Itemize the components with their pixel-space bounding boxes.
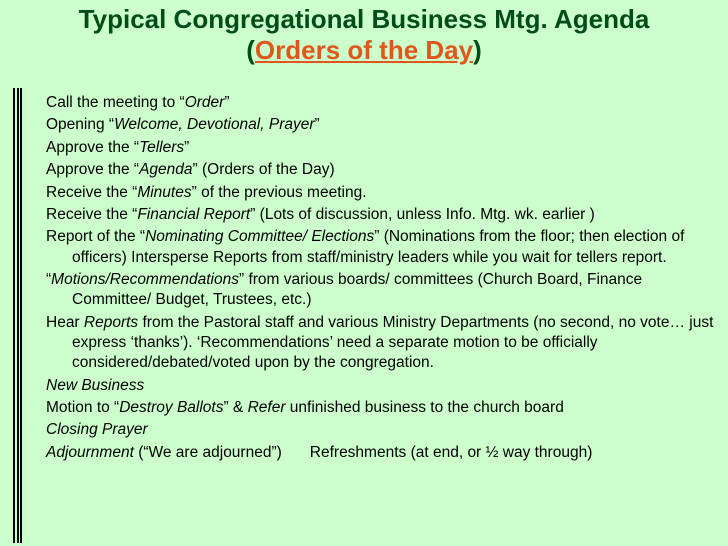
agenda-item-call-to-order: Call the meeting to “Order”: [46, 94, 230, 111]
agenda-item-financial-report: Receive the “Financial Report” (Lots of discussion, unless Info. Mtg. wk. earlier ): [46, 205, 595, 223]
agenda-item-destroy-ballots: Motion to “Destroy Ballots” & Refer unfinished business to the church board: [46, 399, 564, 417]
agenda-item-minutes: Receive the “Minutes” of the previous meeting.: [46, 183, 367, 201]
agenda-item-nominating-committee: Report of the “Nominating Committee/ Elections” (Nominations from the floor; then election of officers) Intersperse Reports from staff/ministry leaders while you wait for tellers report.: [46, 228, 685, 266]
orders-of-the-day-highlight: Orders of the Day: [254, 35, 474, 65]
agenda-list: [46, 93, 724, 463]
close-paren: ): [473, 35, 482, 65]
agenda-item-motions: “Motions/Recommendations” from various boards/ committees (Church Board, Finance Committee/ Budget, Trustees, etc.): [46, 271, 643, 309]
agenda-item-opening: Opening “Welcome, Devotional, Prayer”: [46, 116, 320, 134]
left-border-decoration: [13, 88, 22, 543]
agenda-item-agenda: Approve the “Agenda” (Orders of the Day): [46, 161, 335, 179]
title-line-1: Typical Congregational Business Mtg. Agenda: [78, 4, 650, 34]
refreshments-note: Refreshments (at end, or ½ way through): [309, 443, 593, 461]
slide-title: [0, 4, 728, 66]
agenda-item-new-business: New Business: [46, 376, 145, 394]
agenda-item-closing-prayer: Closing Prayer: [46, 421, 148, 439]
agenda-item-tellers: Approve the “Tellers”: [46, 138, 190, 156]
title-line-2: [0, 35, 728, 66]
agenda-item-adjournment: Adjournment (“We are adjourned”) Refreshments (at end, or ½ way through): [46, 443, 593, 461]
open-paren: (: [246, 35, 255, 65]
agenda-item-reports: Hear Reports from the Pastoral staff and various Ministry Departments (no second, no vote… just express ‘thanks’). ‘Recommendations’ need a separate motion to be officially considered/debated/voted upon by the congregation.: [46, 313, 714, 372]
